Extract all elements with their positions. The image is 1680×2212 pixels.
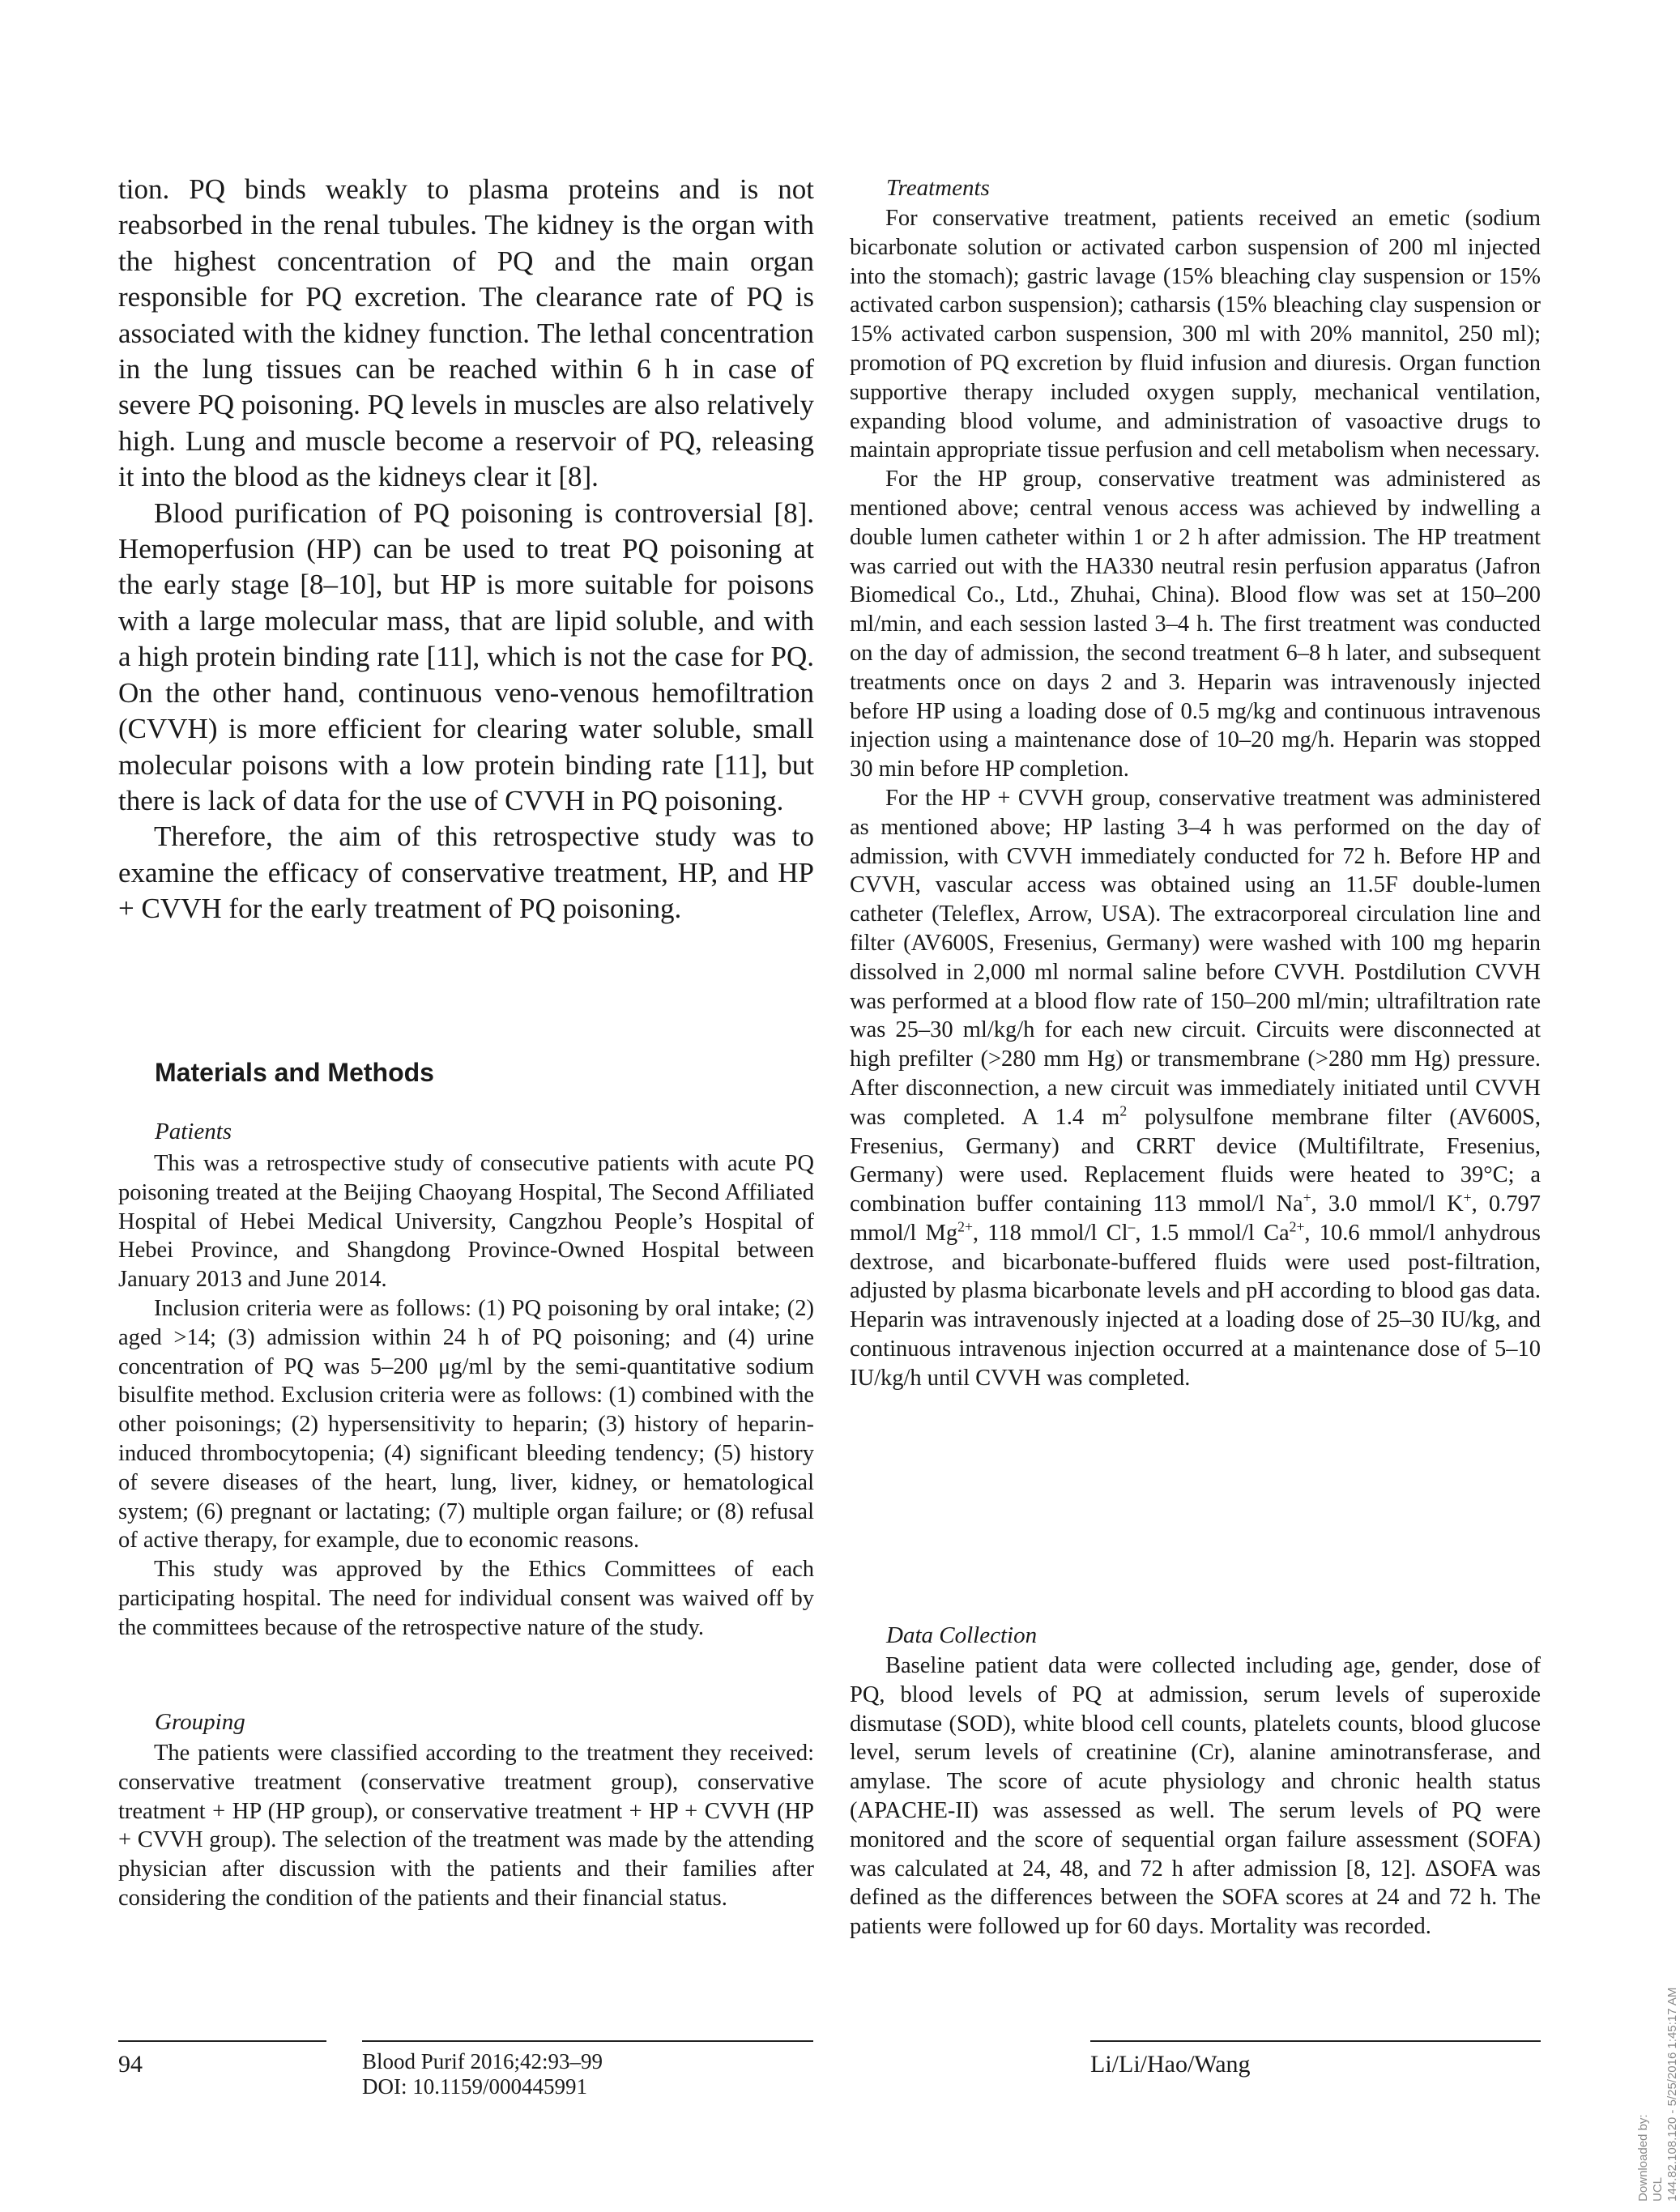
section-heading-methods: Materials and Methods — [155, 1058, 434, 1087]
treatments-section — [850, 204, 1541, 1393]
treatments-paragraph-3 — [850, 784, 1541, 1393]
treatments-paragraph-1: For conservative treatment, patients received an emetic (sodium bicarbonate solution or activated carbon suspension of 200 ml injected into the stomach); gastric lavage (15% bleaching clay suspension or 15% activated carbon suspension); catharsis (15% bleaching clay suspension or 15% activated carbon suspension, 300 ml with 20% mannitol, 250 ml); promotion of PQ excretion by fluid infusion and diuresis. Organ function supportive therapy included oxygen supply, mechanical ventilation, expanding blood volume, and administration of vasoactive drugs to maintain appropriate tissue perfusion and cell metabolism when necessary. — [850, 206, 1541, 463]
treatments-paragraph-2: For the HP group, conservative treatment was administered as mentioned above; central venous access was achieved by indwelling a double lumen catheter within 1 or 2 h after admission. The HP treatment was carried out with the HA330 neutral resin perfusion apparatus (Jafron Biomedical Co., Ltd., Zhuhai, China). Blood flow was set at 150–200 ml/min, and each session lasted 3–4 h. The first treatment was conducted on the day of admission, the second treatment 6–8 h later, and subsequent treatments once on days 2 and 3. Heparin was intravenously injected before HP using a loading dose of 0.5 mg/kg and continuous intravenous injection using a maintenance dose of 10–20 mg/h. Heparin was stopped 30 min before HP completion. — [850, 467, 1541, 782]
hpcvvh-text-5: , 118 mmol/l Cl — [972, 1220, 1128, 1246]
grouping-paragraph: The patients were classified according to the treatment they received: conservative treatment (conservative treatment group), conservative treatment + HP (HP group), or conservative treatment + HP + CVVH (HP + CVVH group). The selection of the treatment was made by the attending physician after discussion with the patients and their families after considering the condition of the patients and their financial status. — [118, 1741, 814, 1911]
hpcvvh-text-3: , 3.0 mmol/l K — [1311, 1191, 1464, 1217]
superscript-cl-charge: – — [1128, 1218, 1136, 1235]
hpcvvh-text-1: For the HP + CVVH group, conservative treatment was administered as mentioned above; HP lasting 3–4 h was performed on the day of admission, with CVVH immediately conducted for 72 h. Before HP and CVVH, vascular access was obtained using an 11.5F double-lumen catheter (Teleflex, Arrow, USA). The extracorporeal circulation line and filter (AV600S, Fresenius, Germany) were washed with 100 mg heparin dissolved in 2,000 ml normal saline before CVVH. Postdilution CVVH was performed at a blood flow rate of 150–200 ml/min; ultrafiltration rate was 25–30 ml/kg/h for each new circuit. Circuits were disconnected at high prefilter (>280 mm Hg) or transmembrane (>280 mm Hg) pressure. After disconnection, a new circuit was immediately initiated until CVVH was completed. A 1.4 m — [850, 785, 1541, 1130]
patients-paragraph-1: This was a retrospective study of consecutive patients with acute PQ poisoning treated at the Beijing Chaoyang Hospital, The Second Affiliated Hospital of Hebei Medical University, Cangzhou People’s Hospital of Hebei Province, and Shangdong Province-Owned Hospital between January 2013 and June 2014. — [118, 1151, 814, 1293]
journal-citation: Blood Purif 2016;42:93–99 — [362, 2049, 603, 2073]
subheading-treatments: Treatments — [886, 175, 990, 201]
data-collection-paragraph: Baseline patient data were collected including age, gender, dose of PQ, blood levels of PQ at admission, serum levels of superoxide dismutase (SOD), white blood cell counts, platelets counts, blood glucose level, serum levels of creatinine (Cr), alanine aminotransferase, and amylase. The score of acute physiology and chronic health status (APACHE-II) was assessed as well. The serum levels of PQ were monitored and the score of sequential organ failure assessment (SOFA) was calculated at 24, 48, and 72 h after admission [8, 12]. ΔSOFA was defined as the differences between the SOFA scores at 24 and 72 h. The patients were followed up for 60 days. Mortality was recorded. — [850, 1653, 1541, 1940]
footer-rule-left — [118, 2040, 326, 2042]
hpcvvh-text-6: , 1.5 mmol/l Ca — [1135, 1220, 1290, 1246]
superscript-squared: 2 — [1119, 1102, 1128, 1119]
intro-paragraph-2: Blood purification of PQ poisoning is controversial [8]. Hemoperfusion (HP) can be used to treat PQ poisoning at the early stage [8–10], but HP is more suitable for poisons with a large molecular mass, that are lipid soluble, and with a high protein binding rate [11], which is not the case for PQ. On the other hand, continuous veno-venous hemofiltration (CVVH) is more efficient for clearing water soluble, small molecular poisons with a low protein binding rate [11], but there is lack of data for the use of CVVH in PQ poisoning. — [118, 497, 814, 816]
watermark-line-3: 144.82.108.120 - 5/25/2016 1:45:17 AM — [1665, 1987, 1679, 2201]
superscript-na-charge: + — [1303, 1189, 1311, 1206]
patients-section — [118, 1149, 814, 1643]
intro-paragraph-3: Therefore, the aim of this retrospective study was to examine the efficacy of conservative treatment, HP, and HP + CVVH for the early treatment of PQ poisoning. — [118, 820, 814, 925]
subheading-patients: Patients — [155, 1119, 232, 1144]
footer-rule-center — [362, 2040, 813, 2042]
hpcvvh-text-2: polysulfone membrane filter (AV600S, Fresenius, Germany) and CRRT device (Multifiltrate, Fresenius, Germany) were used. Replacement fluids were heated to 39°C; a combination buffer containing 113 mmol/l Na — [850, 1104, 1541, 1217]
superscript-mg-charge: 2+ — [957, 1218, 973, 1235]
download-watermark — [1636, 1988, 1680, 2201]
patients-paragraph-3: This study was approved by the Ethics Committees of each participating hospital. The need for individual consent was waived off by the committees because of the retrospective nature of the study. — [118, 1557, 814, 1640]
superscript-ca-charge: 2+ — [1289, 1218, 1305, 1235]
subheading-grouping: Grouping — [155, 1709, 245, 1735]
page-number: 94 — [118, 2051, 143, 2078]
grouping-section — [118, 1739, 814, 1913]
data-collection-section — [850, 1652, 1541, 1941]
author-running-head: Li/Li/Hao/Wang — [1090, 2051, 1251, 2078]
watermark-line-2: UCL — [1651, 2176, 1665, 2201]
hpcvvh-text-4: , 0.797 mmol/l Mg — [850, 1191, 1541, 1246]
doi: DOI: 10.1159/000445991 — [362, 2074, 587, 2099]
patients-paragraph-2: Inclusion criteria were as follows: (1) PQ poisoning by oral intake; (2) aged >14; (3) admission within 24 h of PQ poisoning; and (4) urine concentration of PQ was 5–200 μg/ml by the semi-quantitative sodium bisulfite method. Exclusion criteria were as follows: (1) combined with the other poisonings; (2) hypersensitivity to heparin; (3) history of heparin-induced thrombocytopenia; (4) significant bleeding tendency; (5) history of severe diseases of the heart, lung, liver, kidney, or hematological system; (6) pregnant or lactating; (7) multiple organ failure; or (8) refusal of active therapy, for example, due to economic reasons. — [118, 1295, 814, 1554]
watermark-line-1: Downloaded by: — [1636, 2114, 1650, 2201]
superscript-k-charge: + — [1463, 1189, 1472, 1206]
subheading-data-collection: Data Collection — [886, 1622, 1038, 1648]
introduction-section — [118, 172, 814, 927]
footer-rule-right — [1090, 2040, 1541, 2042]
intro-paragraph-1: tion. PQ binds weakly to plasma proteins and is not reabsorbed in the renal tubules. The kidney is the organ with the highest concentration of PQ and the main organ responsible for PQ excretion. The clearance rate of PQ is associated with the kidney function. The lethal concentration in the lung tissues can be reached within 6 h in case of severe PQ poisoning. PQ levels in muscles are also relatively high. Lung and muscle become a reservoir of PQ, releasing it into the blood as the kidneys clear it [8]. — [118, 173, 814, 493]
hpcvvh-text-7: , 10.6 mmol/l anhydrous dextrose, and bicarbonate-buffered fluids were used post-filtration, adjusted by plasma bicarbonate levels and pH according to blood gas data. Heparin was intravenously injected at a loading dose of 25–30 IU/kg, and continuous intravenous injection occurred at a maintenance dose of 5–10 IU/kg/h until CVVH was completed. — [850, 1220, 1541, 1391]
